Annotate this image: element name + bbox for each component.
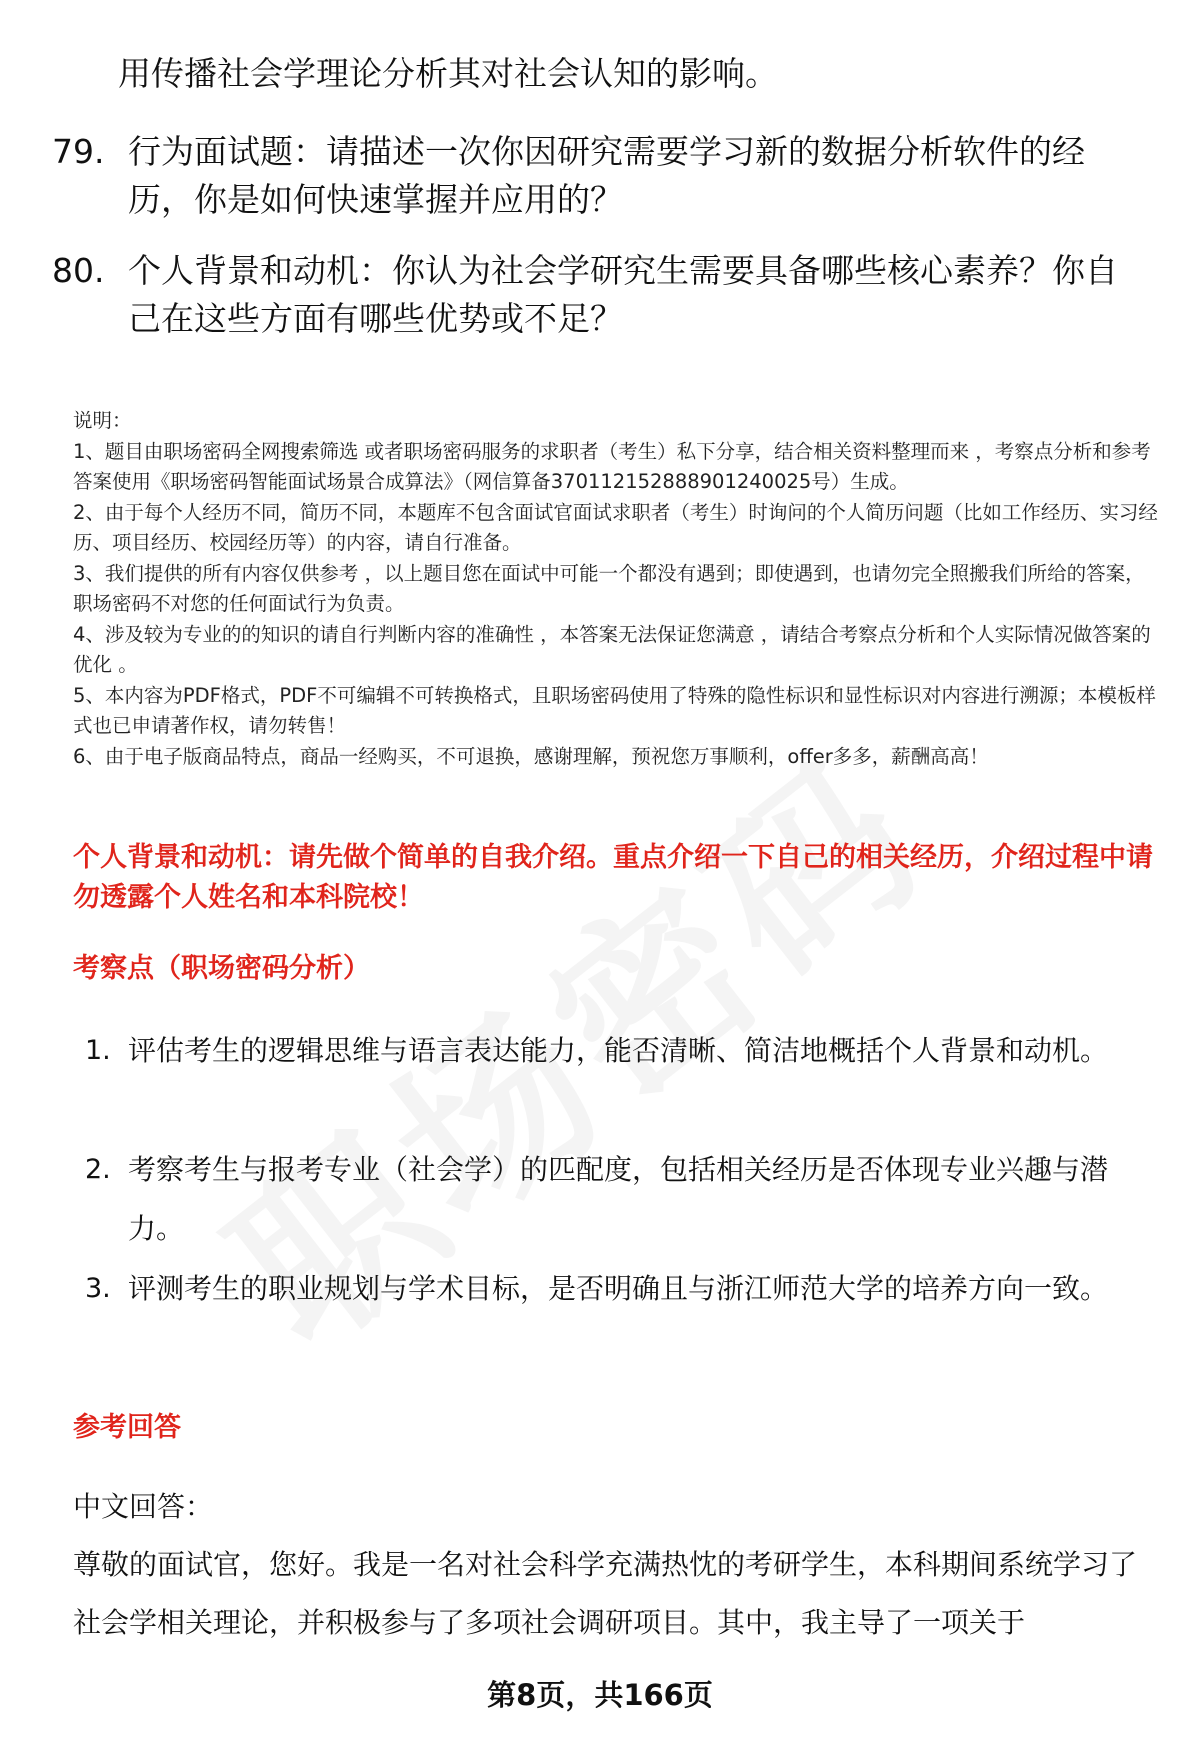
list-number: 3.: [85, 1273, 111, 1304]
question-text: 个人背景和动机：你认为社会学研究生需要具备哪些核心素养？你自己在这些方面有哪些优势或不足？: [128, 251, 1118, 338]
question-number: 79.: [52, 132, 105, 171]
answer-heading: 参考回答: [73, 1412, 181, 1443]
note-item: 6、由于电子版商品特点，商品一经购买，不可退换，感谢理解，预祝您万事顺利，offer多多，薪酬高高！: [73, 744, 989, 768]
note-item: 3、我们提供的所有内容仅供参考 ，以上题目您在面试中可能一个都没有遇到；即使遇到，也请勿完全照搬我们所给的答案，职场密码不对您的任何面试行为负责。: [73, 561, 1145, 615]
note-item: 2、由于每个人经历不同，简历不同，本题库不包含面试官面试求职者（考生）时询问的个人简历问题（比如工作经历、实习经历、项目经历、校园经历等）的内容，请自行准备。: [73, 500, 1158, 554]
analysis-heading: 考察点（职场密码分析）: [73, 953, 370, 984]
list-text: 评测考生的职业规划与学术目标，是否明确且与浙江师范大学的培养方向一致。: [128, 1272, 1109, 1305]
page-footer: 第8页，共166页: [487, 1678, 713, 1712]
list-number: 2.: [85, 1154, 111, 1185]
list-number: 1.: [85, 1035, 111, 1066]
question-text: 行为面试题：请描述一次你因研究需要学习新的数据分析软件的经历，你是如何快速掌握并应用的？: [128, 132, 1085, 219]
notes-section: [73, 406, 1163, 772]
note-item: 1、题目由职场密码全网搜索筛选 或者职场密码服务的求职者（考生）私下分享，结合相关资料整理而来 ，考察点分析和参考答案使用《职场密码智能面试场景合成算法》（网信算备370112152888901240025号）生成。: [73, 439, 1151, 493]
answer-label: 中文回答：: [73, 1490, 214, 1523]
list-text: 考察考生与报考专业（社会学）的匹配度，包括相关经历是否体现专业兴趣与潜力。: [128, 1153, 1109, 1245]
note-item: 5、本内容为PDF格式，PDF不可编辑不可转换格式，且职场密码使用了特殊的隐性标识和显性标识对内容进行溯源；本模板样式也已申请著作权，请勿转售！: [73, 683, 1156, 737]
question-number: 80.: [52, 251, 105, 290]
list-text: 评估考生的逻辑思维与语言表达能力，能否清晰、简洁地概括个人背景和动机。: [128, 1034, 1109, 1067]
notes-title: 说明：: [73, 409, 132, 432]
answer-text: 尊敬的面试官，您好。我是一名对社会科学充满热忱的考研学生，本科期间系统学习了社会学相关理论，并积极参与了多项社会调研项目。其中，我主导了一项关于: [73, 1548, 1138, 1639]
current-question-heading: 个人背景和动机：请先做个简单的自我介绍。重点介绍一下自己的相关经历，介绍过程中请勿透露个人姓名和本科院校！: [73, 842, 1153, 913]
continued-question-line: 用传播社会学理论分析其对社会认知的影响。: [118, 54, 778, 93]
note-item: 4、涉及较为专业的的知识的请自行判断内容的准确性 ，本答案无法保证您满意 ，请结合考察点分析和个人实际情况做答案的优化 。: [73, 622, 1151, 676]
